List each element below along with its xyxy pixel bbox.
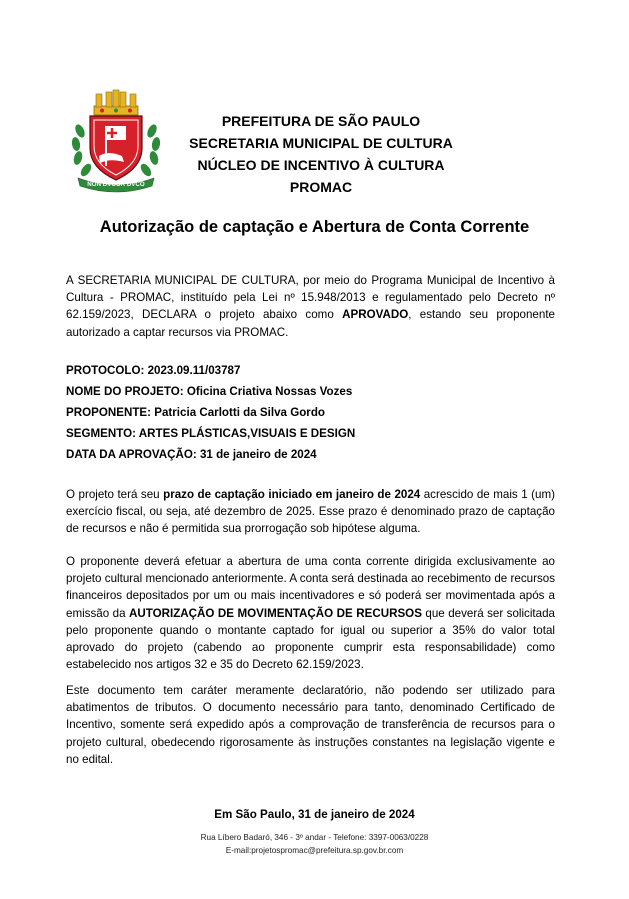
coat-of-arms-icon	[66, 86, 166, 194]
declaration-paragraph	[66, 272, 555, 341]
closing-date: Em São Paulo, 31 de janeiro de 2024	[214, 808, 415, 821]
header-prefeitura: PREFEITURA DE SÃO PAULO	[221, 113, 421, 129]
field-data-aprovacao: DATA DA APROVAÇÃO: 31 de janeiro de 2024	[66, 448, 317, 461]
p3-text-bold: AUTORIZAÇÃO DE MOVIMENTAÇÃO DE RECURSOS	[128, 606, 422, 620]
p2-text-bold: prazo de captação iniciado em janeiro de 2024	[163, 488, 421, 501]
deadline-paragraph	[66, 486, 555, 538]
p2-text-a: O projeto terá seu	[66, 488, 164, 501]
p1-text-c: , estando seu proponente autorizado a captar recursos via PROMAC.	[66, 308, 555, 339]
project-fields	[66, 361, 555, 466]
p1-text-a: A SECRETARIA MUNICIPAL DE CULTURA, por meio do Programa Municipal de Incentivo à Cultura - PROMAC, instituído pela Lei nº 15.948/2013 e regulamentado pelo Decreto nº 62.159/2023, DECLARA o projeto abaixo como	[66, 274, 555, 322]
header-nucleo: NÚCLEO DE INCENTIVO À CULTURA	[197, 157, 445, 173]
header-promac: PROMAC	[289, 179, 353, 195]
footer	[0, 831, 629, 857]
disclaimer-paragraph: Este documento tem caráter meramente declaratório, não podendo ser utilizado para abatimentos de tributos. O documento necessário para tanto, denominado Certificado de Incentivo, somente será expedido após a comprovação de transferência de recursos para o projeto cultural, obedecendo rigorosamente às instruções constantes na legislação vigente e no edital.	[66, 684, 555, 766]
p3-text-c: que deverá ser solicitada pelo proponente quando o montante captado for igual ou superior a 35% do valor total aprovado do projeto (cabendo ao proponente cumprir esta responsabilidade) como estabelecido nos artigos 32 e 35 do Decreto 62.159/2023.	[66, 606, 555, 672]
header-secretaria: SECRETARIA MUNICIPAL DE CULTURA	[189, 135, 453, 151]
field-nome-projeto: NOME DO PROJETO: Oficina Criativa Nossas Vozes	[66, 385, 353, 398]
p2-text-c: acrescido de mais 1 (um) exercício fiscal, ou seja, até dezembro de 2025. Esse prazo é denominado prazo de captação de recursos e não é permitida sua prorrogação sob hipótese alguma.	[66, 488, 555, 536]
field-proponente: PROPONENTE: Patricia Carlotti da Silva Gordo	[66, 406, 325, 419]
account-paragraph	[66, 553, 555, 673]
footer-address: Rua Líbero Badaró, 346 - 3º andar - Telefone: 3397-0063/0228	[200, 833, 429, 842]
footer-email: E-mail:projetospromac@prefeitura.sp.gov.br.com	[225, 846, 404, 855]
p1-text-approved: APROVADO	[342, 308, 409, 322]
field-protocolo: PROTOCOLO: 2023.09.11/03787	[66, 364, 241, 377]
crest-motto: NON DVCOR DVCO	[87, 181, 145, 188]
crown-icon	[94, 90, 138, 115]
shield-icon	[90, 116, 142, 180]
p3-text-a: O proponente deverá efetuar a abertura de uma conta corrente dirigida exclusivamente ao projeto cultural mencionado anteriormente. A conta será destinada ao recebimento de recursos financeiros depositados por um ou mais incentivadores e só poderá ser movimentada após a emissão da	[66, 555, 555, 620]
institution-header	[160, 110, 482, 198]
field-segmento: SEGMENTO: ARTES PLÁSTICAS,VISUAIS E DESIGN	[66, 427, 356, 440]
document-title: Autorização de captação e Abertura de Conta Corrente	[99, 218, 530, 236]
